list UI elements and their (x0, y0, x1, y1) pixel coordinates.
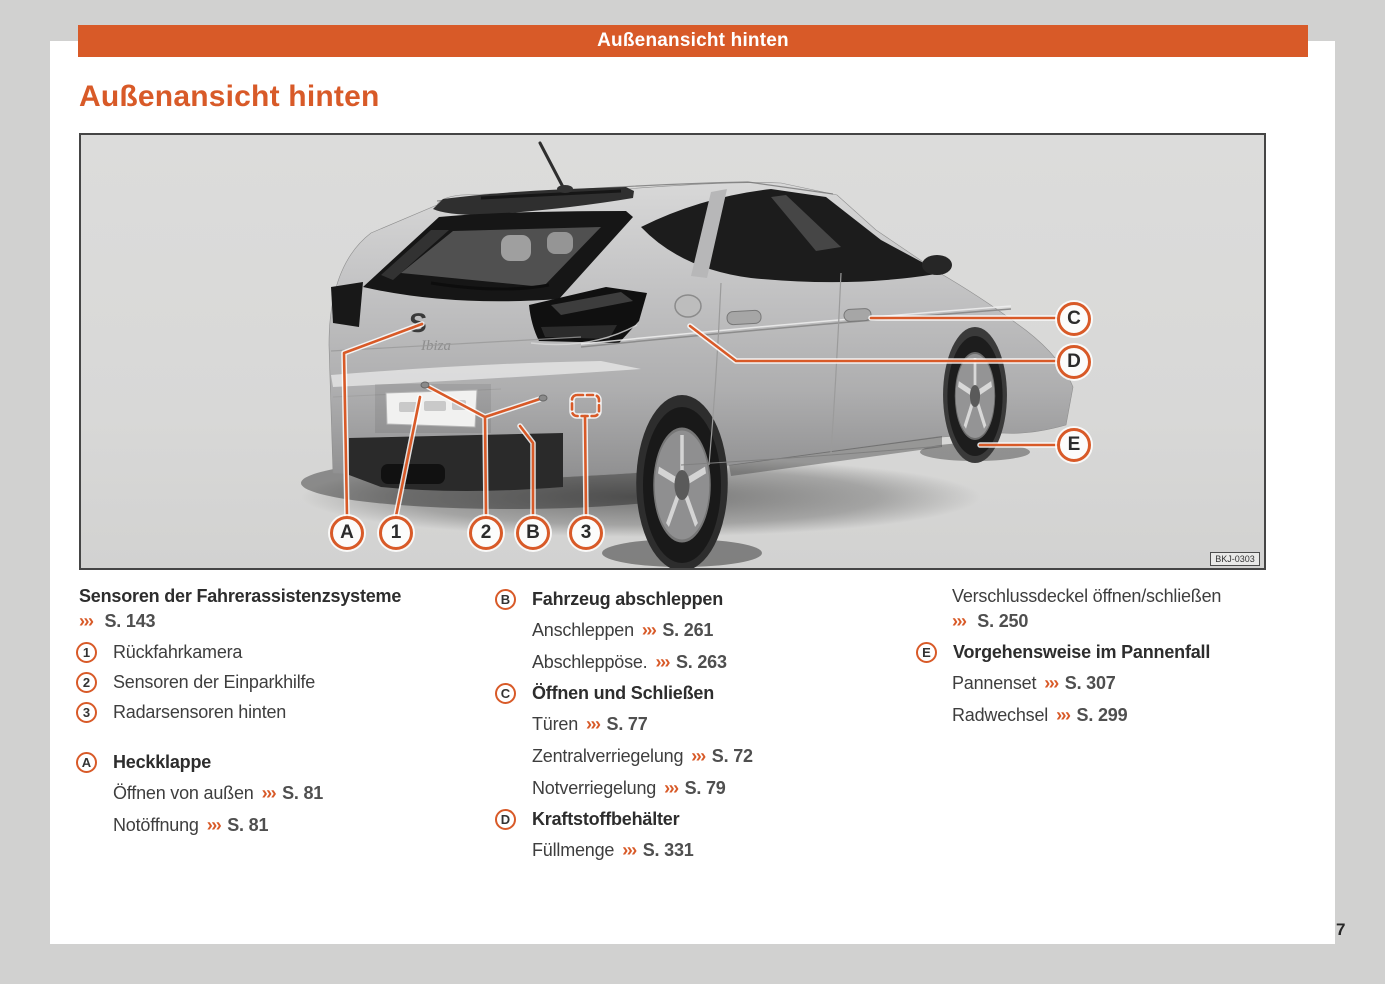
page-ref-link[interactable]: S. 261 (662, 619, 714, 640)
marker-circle-1: 1 (76, 642, 97, 663)
legend-item-2 (76, 667, 488, 697)
legend-subitem-label: Notöffnung (113, 814, 199, 835)
marker-circle-A: A (76, 752, 97, 773)
page-ref-link[interactable]: S. 250 (977, 611, 1029, 631)
callout-label: C (1067, 308, 1081, 329)
ref-arrows-icon: ››› (664, 777, 678, 798)
page-ref-link[interactable]: S. 331 (642, 839, 694, 860)
callout-circle-2 (469, 516, 503, 550)
callout-label: 1 (390, 522, 402, 543)
legend-section-B (495, 584, 907, 614)
legend-subitem-label: Radwechsel (952, 704, 1049, 725)
legend-item-3 (76, 697, 488, 727)
seat-logo-icon: S (407, 308, 428, 338)
legend-section-title: Öffnen und Schließen (532, 682, 715, 703)
callout-label: 2 (480, 522, 492, 543)
page-ref-link[interactable]: S. 81 (227, 814, 269, 835)
parking-sensor-dot (421, 382, 429, 388)
ref-arrows-icon: ››› (1056, 704, 1070, 725)
legend-subitem (495, 614, 907, 646)
wing-mirror-icon (922, 255, 952, 275)
legend-section-C (495, 678, 907, 708)
legend-subitem-label: Notverriegelung (532, 777, 657, 798)
page-number: 7 (1336, 920, 1346, 939)
page-ref-link[interactable]: S. 263 (675, 651, 727, 672)
legend-section-A (76, 747, 488, 777)
ref-arrows-icon: ››› (261, 782, 276, 803)
legend-item-1 (76, 637, 488, 667)
page-ref-link[interactable]: S. 72 (711, 745, 753, 766)
legend-subitem-label: Öffnen von außen (113, 782, 254, 803)
ref-arrows-icon: ››› (206, 814, 221, 835)
legend-subitem-label: Türen (532, 713, 579, 734)
page-ref-link[interactable]: S. 81 (282, 782, 324, 803)
marker-circle-E: E (916, 642, 937, 663)
callout-label: B (526, 522, 540, 543)
legend-subitem (495, 740, 907, 772)
ref-arrows-icon: ››› (79, 611, 93, 631)
legend-item-label: Sensoren der Einparkhilfe (113, 671, 316, 692)
ref-arrows-icon: ››› (952, 611, 966, 631)
marker-circle-3: 3 (76, 702, 97, 723)
ref-arrows-icon: ››› (586, 713, 600, 734)
callout-label: E (1067, 434, 1081, 455)
legend-subitem (495, 834, 907, 866)
header-banner-label: Außenansicht hinten (597, 30, 789, 51)
callout-circle-A (330, 516, 364, 550)
legend-subitem-wrapped (915, 584, 1327, 634)
legend-item-label: Rückfahrkamera (113, 641, 243, 662)
legend-section-title: Fahrzeug abschleppen (532, 588, 724, 609)
legend-header-driver-assist (76, 584, 488, 634)
legend-section-title: Kraftstoffbehälter (532, 808, 680, 829)
marker-circle-B: B (495, 589, 516, 610)
legend-section-title: Vorgehensweise im Pannenfall (953, 641, 1211, 662)
fuel-cap-icon (675, 295, 701, 317)
legend-section-title: Heckklappe (113, 751, 212, 772)
ref-arrows-icon: ››› (691, 745, 705, 766)
marker-circle-C: C (495, 683, 516, 704)
legend-item-label: Radarsensoren hinten (113, 701, 287, 722)
callout-circle-1 (379, 516, 413, 550)
callout-label: 3 (580, 522, 592, 543)
legend-subitem-label: Anschleppen (532, 619, 634, 640)
image-code-tag: BKJ-0303 (1210, 552, 1260, 566)
legend-subitem (495, 772, 907, 804)
callout-circle-D (1057, 345, 1091, 379)
page-ref-link[interactable]: S. 77 (606, 713, 648, 734)
page-ref-link[interactable]: S. 299 (1076, 704, 1128, 725)
callout-circle-E (1057, 428, 1091, 462)
rear-door-handle (727, 310, 762, 325)
callout-circle-3 (569, 516, 603, 550)
parking-sensor-dot (539, 395, 547, 401)
car-model-badge: Ibiza (421, 338, 451, 354)
ref-arrows-icon: ››› (1044, 672, 1058, 693)
callout-label: D (1067, 351, 1081, 372)
car-figure (79, 133, 1266, 570)
legend-subitem-label: Zentralverriegelung (532, 745, 684, 766)
legend-subitem-label: Abschleppöse. (532, 651, 648, 672)
legend-subitem (915, 699, 1327, 731)
page-title: Außenansicht hinten (79, 80, 380, 113)
legend-subitem (495, 646, 907, 678)
legend-header-ref-line (79, 609, 488, 634)
legend-subitem (915, 667, 1327, 699)
page-ref-link[interactable]: S. 307 (1064, 672, 1116, 693)
legend-section-E (915, 637, 1327, 667)
ref-arrows-icon: ››› (622, 839, 636, 860)
legend-section-D (495, 804, 907, 834)
legend-subitem-label: Verschlussdeckel öffnen/schließen (952, 586, 1222, 606)
header-banner (78, 25, 1308, 57)
legend-subitem-label: Pannenset (952, 672, 1037, 693)
legend-subitem (76, 809, 488, 841)
legend-column-3 (915, 584, 1327, 731)
legend-subitem-label: Füllmenge (532, 839, 615, 860)
legend-subitem (495, 708, 907, 740)
front-wheel (947, 336, 1002, 456)
page-ref-link[interactable]: S. 143 (104, 611, 156, 631)
callout-circle-C (1057, 302, 1091, 336)
marker-circle-2: 2 (76, 672, 97, 693)
legend-subitem (76, 777, 488, 809)
marker-circle-D: D (495, 809, 516, 830)
front-door-handle (844, 308, 872, 321)
legend-header-title: Sensoren der Fahrerassistenzsysteme (79, 586, 402, 606)
ref-arrows-icon: ››› (655, 651, 669, 672)
legend-column-2 (495, 584, 907, 866)
legend-subitem-ref-line (952, 609, 1327, 634)
ref-arrows-icon: ››› (641, 619, 656, 640)
legend-column-1 (76, 584, 488, 841)
page-ref-link[interactable]: S. 79 (684, 777, 726, 798)
rear-wheel (643, 407, 721, 563)
callout-label: A (340, 522, 354, 543)
callout-circle-B (516, 516, 550, 550)
